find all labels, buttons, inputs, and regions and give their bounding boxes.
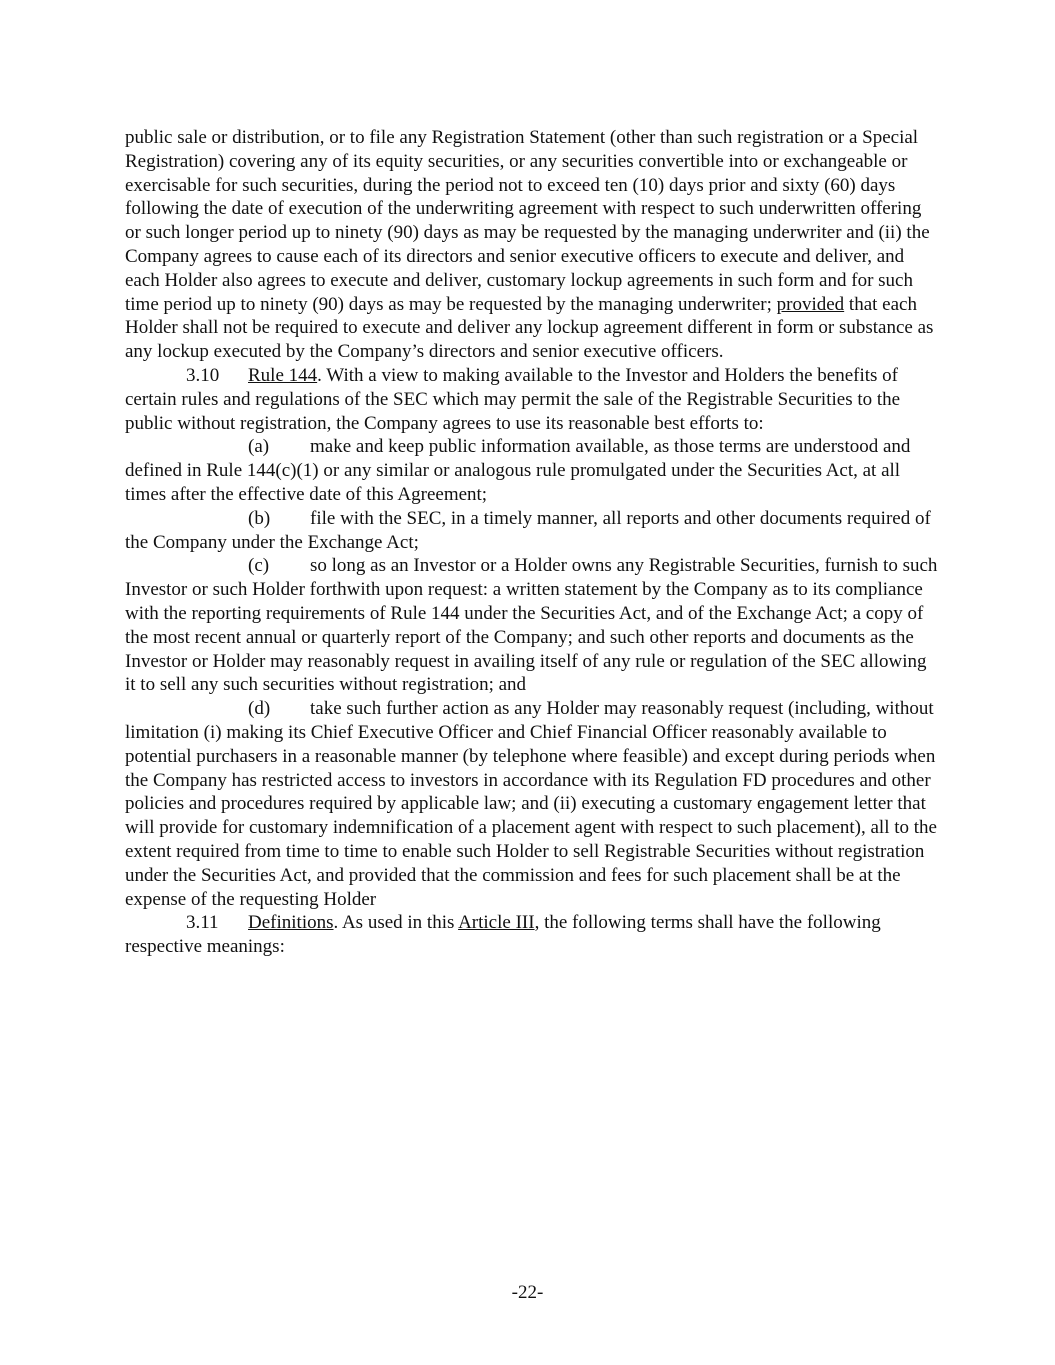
provided-term: provided [776,293,845,315]
section-text-before: . As used in this [333,912,459,934]
list-item-text: make and keep public information available, as those terms are understood and defined in Rule 144(c)(1) or any similar or analogous rule promulgated under the Securities Act, at all times after the effective date of this Agreement; [125,436,911,505]
continuation-text-before: public sale or distribution, or to file any Registration Statement (other than such registration or a Special Registration) covering any of its equity securities, or any securities convertible into or exchangeable or exercisable for such securities, during the period not to exceed ten (10) days prior and sixty (60) days following the date of execution of the underwriting agreement with respect to such underwritten offering or such longer period up to ninety (90) days as may be requested by the managing underwriter and (ii) the Company agrees to cause each of its directors and senior executive officers to execute and deliver, and each Holder also agrees to execute and deliver, customary lockup agreements in such form and for such time period up to ninety (90) days as may be requested by the managing underwriter; [125,127,930,315]
list-item-c [125,554,940,697]
list-item-d [125,697,940,911]
section-number: 3.11 [186,912,219,934]
list-item-label: (d) [248,698,271,720]
list-item-label: (c) [248,555,270,577]
list-item-text: so long as an Investor or a Holder owns any Registrable Securities, furnish to such Investor or such Holder forthwith upon request: a written statement by the Company as to its compliance with the reporting requirements of Rule 144 under the Securities Act, and of the Exchange Act; a copy of the most recent annual or quarterly report of the Company; and such other reports and documents as the Investor or Holder may reasonably request in availing itself of any rule or regulation of the SEC allowing it to sell any such securities without registration; and [125,555,938,696]
section-3-11 [125,911,940,959]
list-item-a [125,435,940,506]
list-item-b [125,507,940,555]
section-number: 3.10 [186,364,220,386]
page-number: -22- [511,1282,544,1303]
list-item-text: take such further action as any Holder may reasonably request (including, without limitation (i) making its Chief Executive Officer and Chief Financial Officer reasonably available to potential purchasers in a reasonable manner (by telephone where feasible) and except during periods when the Company has restricted access to investors in accordance with its Regulation FD procedures and other policies and procedures required by applicable law; and (ii) executing a customary engagement letter that will provide for customary indemnification of a placement agent with respect to such placement), all to the extent required from time to time to enable such Holder to sell Registrable Securities without registration under the Securities Act, and provided that the commission and fees for such placement shall be at the expense of the requesting Holder [125,698,937,910]
article-reference: Article III [458,912,535,934]
section-heading: Definitions [248,912,334,934]
list-item-label: (b) [248,507,271,529]
section-heading: Rule 144 [248,364,318,386]
list-item-text: file with the SEC, in a timely manner, all reports and other documents required of the Company under the Exchange Act; [125,507,931,553]
continuation-paragraph [125,126,940,364]
document-body [125,126,940,959]
section-3-10 [125,364,940,435]
list-item-label: (a) [248,436,270,458]
section-text: . With a view to making available to the Investor and Holders the benefits of certain rules and regulations of the SEC which may permit the sale of the Registrable Securities to the public without registration, the Company agrees to use its reasonable best efforts to: [125,364,901,434]
continuation-text-after: that each Holder shall not be required to execute and deliver any lockup agreement different in form or substance as any lockup executed by the Company’s directors and senior executive officers. [125,293,934,363]
section-text-after: , the following terms shall have the following respective meanings: [125,912,881,958]
